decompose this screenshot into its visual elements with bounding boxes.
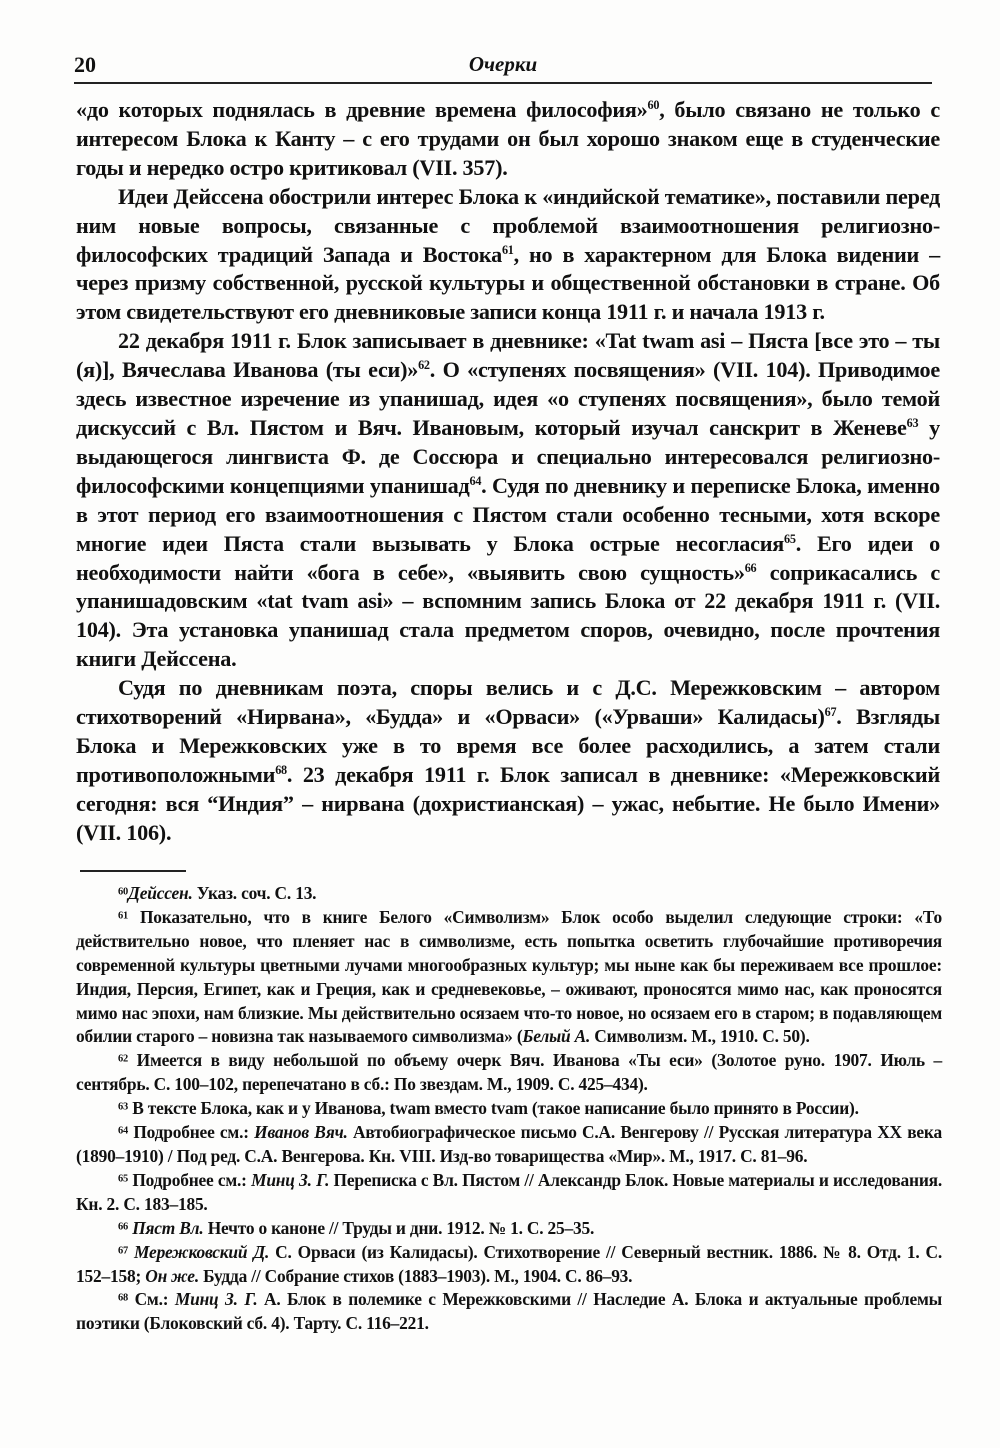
footnote-ref: 63: [906, 416, 919, 431]
footnote-ref: 65: [784, 531, 796, 546]
footnote-separator: [80, 870, 186, 872]
paragraph: «до которых поднялась в древние времена философия»$^{60}$, было связано не только с интересом Блока к Канту – с его трудами он был хорошо знаком еще в студенческие годы и нередко остро критиковал (VII. 357).: [76, 97, 940, 180]
footnote-ref: 60: [647, 98, 660, 113]
footnote-66: $^{66}$ Пяст Вл. Нечто о каноне // Труды и дни. 1912. № 1. С. 25–35.: [118, 1217, 595, 1238]
footnote-68: $^{68}$ См.: Минц З. Г. А. Блок в полемике с Мережковскими // Наследие А. Блока и актуальные проблемы поэтики (Блоковский сб. 4). Тарту. С. 116–221.: [76, 1289, 943, 1334]
footnote-ref: 61: [501, 242, 514, 257]
footnote-ref: 64: [469, 473, 482, 488]
paragraph: Судя по дневникам поэта, споры велись и с Д.С. Мережковским – автором стихотворений «Нирвана», «Будда» и «Орваси» («Урваши» Калидасы)$^{67}$. Взгляды Блока и Мережковских уже в то время все более расходились, а затем стали противоположными$^{68}$. 23 декабря 1911 г. Блок записал в дневнике: «Мережковский сегодня: вся “Индия” – нирвана (дохристианская) – ужас, небытие. Не было Имени» (VII. 106).: [76, 675, 940, 845]
footnote-60: $^{60}$Дейссен. Указ. соч. С. 13.: [118, 883, 317, 903]
footnotes: [76, 882, 942, 1336]
footnote-63: $^{63}$ В тексте Блока, как и у Иванова, twam вместо tvam (такое написание было принято в России).: [118, 1098, 859, 1119]
footnote-ref: 66: [744, 560, 757, 575]
footnote-ref: 62: [418, 358, 430, 373]
footnote-64: $^{64}$ Подробнее см.: Иванов Вяч. Автобиографическое письмо С.А. Венгерову // Русская литература XX века (1890–1910) / Под ред. С.А. Венгерова. Кн. VIII. Изд-во товарищества «Мир». М., 1917. С. 81–96.: [76, 1122, 942, 1166]
main-text: [76, 96, 940, 848]
footnote-ref: 67: [824, 705, 837, 720]
running-title: Очерки: [468, 52, 538, 76]
footnote-ref: 68: [275, 762, 287, 777]
footnote-65: $^{65}$ Подробнее см.: Минц З. Г. Переписка с Вл. Пястом // Александр Блок. Новые материалы и исследования. Кн. 2. С. 183–185.: [76, 1169, 942, 1214]
footnote-67: $^{67}$ Мережковский Д. С. Орваси (из Калидасы). Стихотворение // Северный вестник. 1886. № 8. Отд. 1. С. 152–158; Он же. Будда // Собрание стихов (1883–1903). М., 1904. С. 86–93.: [76, 1241, 942, 1286]
page-header: [74, 50, 932, 84]
paragraph: 22 декабря 1911 г. Блок записывает в дневнике: «Tat twam asi – Пяста [все это – ты (я)], Вячеслава Иванова (ты еси)»$^{62}$. О «ступенях посвящения» (VII. 104). Приводимое здесь известное изречение из упанишад, идея «о ступенях посвящения», было темой дискуссий с Вл. Пястом и Вяч. Ивановым, который изучал санскрит в Женеве$^{63}$ у выдающегося лингвиста Ф. де Соссюра и специально интересовался религиозно-философскими концепциями упанишад$^{64}$. Судя по дневнику и переписке Блока, именно в этот период его взаимоотношения с Пястом стали особенно тесными, хотя вскоре многие идеи Пяста стали вызывать у Блока острые несогласия$^{65}$. Его идеи о необходимости найти «бога в себе», «выявить свою сущность»$^{66}$ соприкасались с упанишадовским «tat tvam asi» – вспомним запись Блока от 22 декабря 1911 г. (VII. 104). Эта установка упанишад стала предметом споров, очевидно, после прочтения книги Дейссена.: [76, 328, 941, 672]
page-number: 20: [74, 52, 96, 77]
footnote-62: $^{62}$ Имеется в виду небольшой по объему очерк Вяч. Иванова «Ты еси» (Золотое руно. 1907. Июль – сентябрь. С. 100–102, перепечатано в сб.: По звездам. М., 1909. С. 425–434).: [76, 1050, 942, 1095]
paragraph: Идеи Дейссена обострили интерес Блока к «индийской тематике», поставили перед ним новые вопросы, связанные с проблемой взаимоотношения религиозно-философских традиций Запада и Востока$^{61}$, но в характерном для Блока видении – через призму собственной, русской культуры и общественной обстановки в стране. Об этом свидетельствуют его дневниковые записи конца 1911 г. и начала 1913 г.: [76, 183, 940, 325]
footnote-61: $^{61}$ Показательно, что в книге Белого «Символизм» Блок особо выделил следующие строки: «То действительно новое, что пленяет нас в символизме, есть попытка осветить глубочайшие противоречия современной культуры цветными лучами многообразных культур; мы ныне как бы переживаем все прошлое: Индия, Персия, Египет, как и Греция, как и средневековье, – оживают, проносятся мимо нас, как проносятся мимо нас эпохи, нам близкие. Мы действительно осязаем что-то новое, но осязаем его в старом; в подавляющем обилии старого – новизна так называемого символизма» (Белый А. Символизм. М., 1910. С. 50).: [76, 906, 942, 1047]
